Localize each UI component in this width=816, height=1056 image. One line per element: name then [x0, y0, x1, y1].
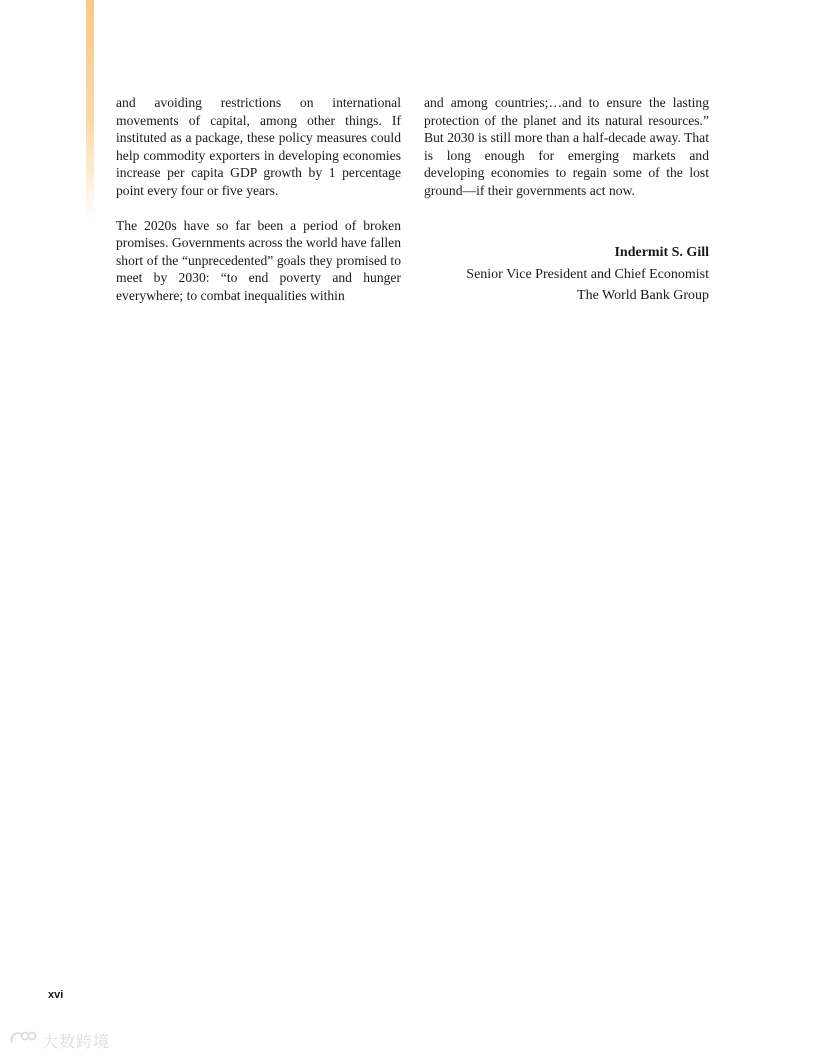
watermark-text: 大数跨境: [42, 1032, 111, 1051]
page-number: xvi: [48, 989, 64, 1001]
body-paragraph: and among countries;…and to ensure the lasting protection of the planet and its natural resources.” But 2030 is still more than a half-decade away. That is long enough for emerging markets and developing economies to regain some of the lost ground—if their governments act now.: [424, 95, 709, 198]
signature-block: [424, 242, 709, 307]
left-text-column: [116, 94, 401, 322]
signatory-title: Senior Vice President and Chief Economist: [466, 266, 709, 282]
right-text-column: [424, 94, 709, 217]
signatory-organization: The World Bank Group: [577, 288, 709, 303]
body-paragraph: and avoiding restrictions on international movements of capital, among other things. If instituted as a package, these policy measures could help commodity exporters in developing economies increase per capita GDP growth by 1 percentage point every four or five years.: [116, 95, 401, 198]
decorative-accent-bar: [86, 0, 94, 220]
watermark: [8, 1028, 110, 1053]
watermark-logo-icon: [8, 1028, 38, 1053]
signatory-name: Indermit S. Gill: [614, 245, 709, 260]
body-paragraph: The 2020s have so far been a period of broken promises. Governments across the world have fallen short of the “unprecedented” goals they promised to meet by 2030: “to end poverty and hunger everywhere; to combat inequalities within: [116, 217, 402, 303]
